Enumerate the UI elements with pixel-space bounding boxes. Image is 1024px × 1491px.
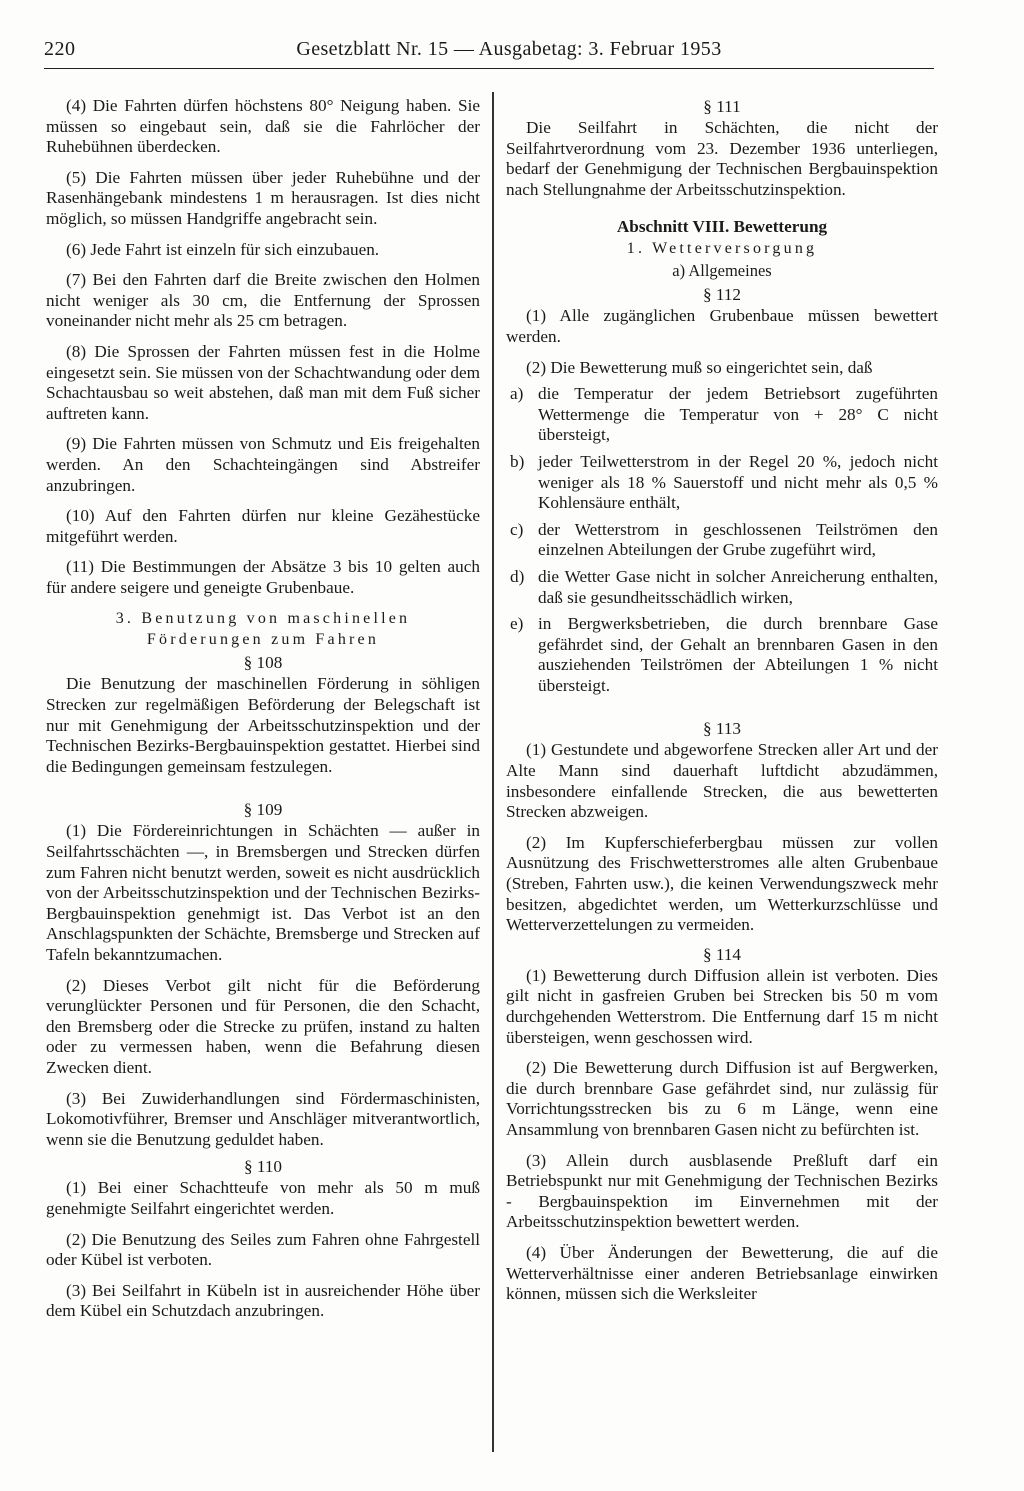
list-text: in Bergwerksbetrieben, die durch brennbare Gase gefährdet sind, der Gehalt an brennbaren Gasen in den ausziehenden Teilströmen der Abteilungen 1 % nicht übersteigt. [538,614,938,695]
list-item [506,614,938,696]
section-111-heading: § 111 [703,97,741,116]
section-112-paragraph-2: (2) Die Bewetterung muß so eingerichtet sein, daß [526,357,873,377]
section-109-paragraph-1: (1) Die Fördereinrichtungen in Schächten — außer in Seilfahrtsschächten —, in Bremsbergen und Strecken dürfen zum Fahren nicht benutzt werden, soweit es nicht ausdrücklich von der Arbeitsschutzinspektion und der Technischen Bezirks-Bergbauinspektion genehmigt ist. Das Verbot ist an den Anschlagspunkten der Schächte, Bremsberge und Strecken auf Tafeln bekanntzumachen. [46,821,480,964]
section-114-heading: § 114 [702,944,742,964]
header-title: Gesetzblatt Nr. 15 — Ausgabetag: 3. Februar 1953 [296,38,722,60]
paragraph-107-7: (7) Bei den Fahrten darf die Breite zwischen den Holmen nicht weniger als 30 cm, die Entfernung der Sprossen voneinander nicht mehr als 25 cm betragen. [46,270,480,331]
section-109-paragraph-3: (3) Bei Zuwiderhandlungen sind Fördermaschinisten, Lokomotivführer, Bremser und Anschläger mitverantwortlich, wenn sie die Benutzung geduldet haben. [46,1088,480,1149]
paragraph-107-9: (9) Die Fahrten müssen von Schmutz und Eis freigehalten werden. An den Schachteingängen sind Abstreifer anzubringen. [46,434,480,495]
list-item [506,567,938,608]
left-column [46,96,480,1328]
paragraph-107-6: (6) Jede Fahrt ist einzeln für sich einzubauen. [66,239,380,259]
section-113-paragraph-1: (1) Gestundete und abgeworfene Strecken aller Art und der Alte Mann sind dauerhaft luftdicht abzudämmen, insbesondere einfallende Strecken, die aus bewetterten Strecken abzweigen. [506,740,938,822]
subsection-heading-line1: 3. Benutzung von maschinellen [115,610,411,628]
list-item [506,452,938,514]
section-108-text: Die Benutzung der maschinellen Förderung in söhligen Strecken zur regelmäßigen Beförderung der Belegschaft ist nur mit Genehmigung der Arbeitsschutzinspektion und der Technischen Bezirks-Bergbauinspektion gestattet. Hierbei sind die Bedingungen gemeinsam festzulegen. [46,674,480,776]
chapter-subtitle: 1. Wetterversorgung [626,240,818,258]
list-letter: d) [510,566,525,586]
list-letter: a) [510,384,524,404]
section-114-paragraph-2: (2) Die Bewetterung durch Diffusion ist auf Bergwerken, die durch brennbare Gase gefährdet sind, nur zulässig für Vorrichtungsstrecken bis zu 6 m Länge, wenn eine Ansammlung von brennbaren Gasen nicht zu befürchten ist. [506,1058,938,1139]
list-letter: c) [510,519,524,539]
section-108-heading: § 108 [243,653,283,673]
section-113-heading: § 113 [702,719,742,739]
page-header [44,38,934,69]
list-item [506,520,938,561]
paragraph-107-11: (11) Die Bestimmungen der Absätze 3 bis 10 gelten auch für andere seigere und geneigte Grubenbaue. [46,557,480,597]
list-letter: b) [510,451,525,471]
list-text: die Temperatur der jedem Betriebsort zugeführten Wettermenge die Temperatur von + 28° C nicht übersteigt, [538,384,938,445]
chapter-title: Abschnitt VIII. Bewetterung [616,217,828,237]
paragraph-107-8: (8) Die Sprossen der Fahrten müssen fest in die Holme eingesetzt sein. Sie müssen von der Schachtwandung oder dem Schachtausbau so weit abstehen, daß man mit dem Fuß sicher auftreten kann. [46,341,480,423]
column-divider [492,92,494,1452]
section-114-paragraph-1: (1) Bewetterung durch Diffusion allein ist verboten. Dies gilt nicht in gasfreien Gruben bei Strecken bis 50 m vom durchgehenden Wetterstrom. Die Entfernung darf 15 m nicht übersteigen, wenn geschossen wird. [506,965,938,1047]
section-110-paragraph-1: (1) Bei einer Schachtteufe von mehr als 50 m muß genehmigte Seilfahrt eingerichtet werden. [46,1178,480,1218]
section-112-heading: § 112 [702,285,742,305]
subsection-heading-line2: Förderungen zum Fahren [146,631,380,649]
paragraph-107-5: (5) Die Fahrten müssen über jeder Ruhebühne und der Rasenhängebank mindestens 1 m herausragen. Ist dies nicht möglich, so müssen Handgriffe angebracht sein. [46,167,480,228]
paragraph-107-4: (4) Die Fahrten dürfen höchstens 80° Neigung haben. Sie müssen so eingebaut sein, daß sie die Fahrlöcher der Ruhebühnen überdecken. [46,96,480,157]
section-111-text: Die Seilfahrt in Schächten, die nicht der Seilfahrtverordnung vom 23. Dezember 1936 unterliegen, bedarf der Genehmigung der Technischen Bergbauinspektion nach Stellungnahme der Arbeitsschutzinspektion. [506,118,938,199]
section-110-heading: § 110 [243,1157,283,1177]
paragraph-107-10: (10) Auf den Fahrten dürfen nur kleine Gezähestücke mitgeführt werden. [46,506,480,546]
section-112-paragraph-1: (1) Alle zugänglichen Grubenbaue müssen bewettert werden. [506,306,938,346]
section-114-paragraph-4: (4) Über Änderungen der Bewetterung, die auf die Wetterverhältnisse einer anderen Betriebsanlage einwirken können, müssen sich die Werksleiter [506,1242,938,1304]
section-109-heading: § 109 [243,800,283,820]
list-text: die Wetter Gase nicht in solcher Anreicherung enthalten, daß sie gesundheitsschädlich wirken, [538,566,938,607]
list-item [506,384,938,446]
section-110-paragraph-3: (3) Bei Seilfahrt in Kübeln ist in ausreichender Höhe über dem Kübel ein Schutzdach anzubringen. [46,1280,480,1321]
section-110-paragraph-2: (2) Die Benutzung des Seiles zum Fahren ohne Fahrgestell oder Kübel ist verboten. [46,1229,480,1270]
page-number: 220 [44,38,76,60]
section-114-paragraph-3: (3) Allein durch ausblasende Preßluft darf ein Betriebspunkt nur mit Genehmigung der Technischen Bezirks - Bergbauinspektion im Einvernehmen mit der Arbeitsschutzinspektion bewettert werden. [506,1150,938,1232]
section-109-paragraph-2: (2) Dieses Verbot gilt nicht für die Beförderung verunglückter Personen und für Personen, die den Schacht, den Bremsberg oder die Strecke zu prüfen, instand zu halten oder zu vermessen haben, wenn die Befahrung diesen Zwecken dient. [46,975,480,1077]
list-text: jeder Teilwetterstrom in der Regel 20 %, jedoch nicht weniger als 18 % Sauerstoff und nicht mehr als 0,5 % Kohlensäure enthält, [538,451,938,513]
list-letter: e) [510,614,524,634]
chapter-sub-subtitle: a) Allgemeines [672,261,772,281]
section-113-paragraph-2: (2) Im Kupferschieferbergbau müssen zur vollen Ausnützung des Frischwetterstromes alle alten Grubenbaue (Streben, Fahrten usw.), die keinen Verwendungszweck mehr besitzen, abgedichtet werden, um Wetterkurzschlüsse und Wetterverzettelungen zu vermeiden. [506,832,938,935]
right-column [506,96,938,1311]
list-text: der Wetterstrom in geschlossenen Teilströmen den einzelnen Abteilungen der Grube zugeführt wird, [538,519,938,560]
